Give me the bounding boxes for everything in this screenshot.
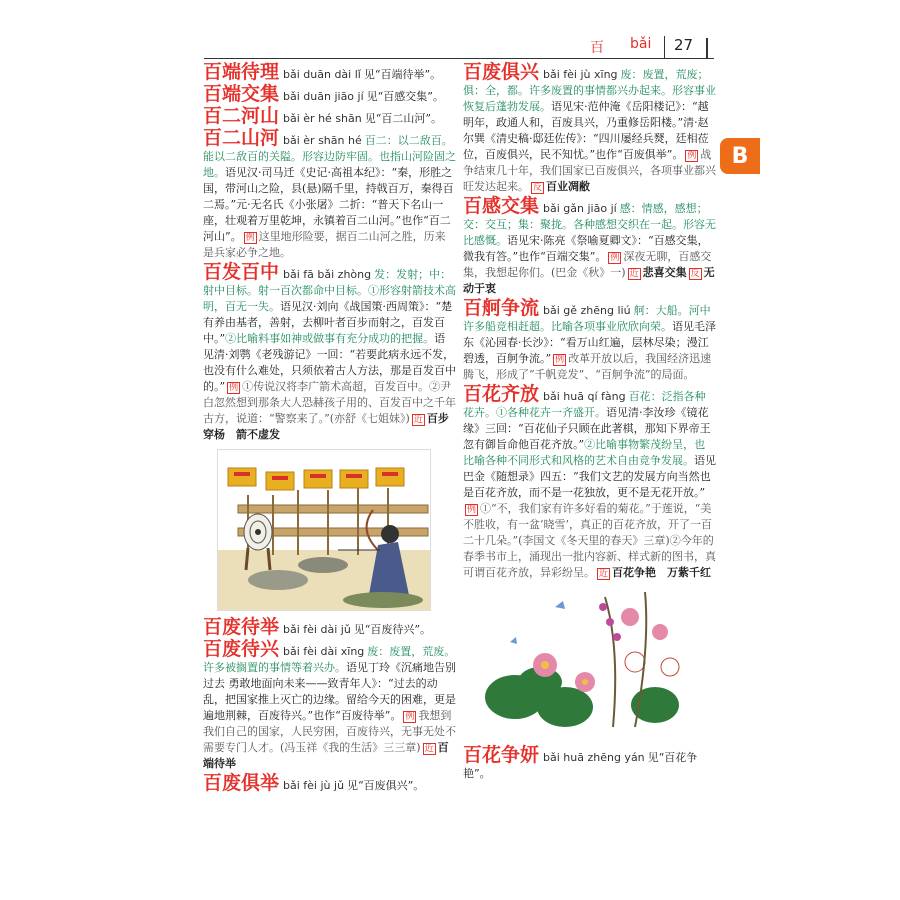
- headword: 百废待举: [203, 616, 280, 638]
- right-column: [463, 61, 716, 785]
- entry: [203, 127, 456, 261]
- definition-2: ②比喻事物繁茂纷呈，也比喻各种不同形式和风格的艺术自由竞争发展。: [463, 438, 706, 467]
- left-column: [203, 61, 456, 797]
- source-quote: 语见宋·范仲淹《岳阳楼记》：“越明年，政通人和，百废具兴，乃重修岳阳楼。”清·赵尔巽《清史稿·邸廷佐传》：“四川屡经兵燹，廷相莅位，百废俱兴，民不知忧。”也作“百废俱举”。: [463, 100, 709, 161]
- source-quote: 语见清·李汝珍《镜花缘》三回：“百花仙子只顾在此著棋，那知下界帝王忽有御旨命他百花齐放。”: [463, 406, 711, 451]
- example-tag: 例: [405, 712, 415, 722]
- example-text: 这里地形险要，据百二山河之胜，历来是兵家必争之地。: [203, 230, 446, 259]
- pinyin: bǎi fèi jù xīng: [543, 68, 618, 81]
- entry: [203, 83, 456, 105]
- pinyin: bǎi huā zhēng yán: [543, 751, 645, 764]
- cross-ref: 见“百端待举”。: [363, 68, 442, 81]
- definition-2: ②比喻料事如神或做事有充分成功的把握。: [225, 332, 435, 345]
- headword: 百舸争流: [463, 297, 540, 319]
- source-quote: 语见汉·司马迁《史记·高祖本纪》：“秦，形胜之国，带河山之险，县(悬)隔千里，持戟百万，秦得百二焉。”元·无名氏《小张屠》二折：“普天下名山一座，壮观着万里乾坤，永镇着百二山河。”也作“百二河山”。: [203, 166, 454, 243]
- definition: 废：废置，荒废；俱：全，都。许多废置的事情都兴办起来。形容事业恢复后蓬勃发展。: [463, 68, 716, 113]
- antonyms: 无动于衷: [463, 266, 715, 295]
- letter-tab[interactable]: B: [720, 138, 760, 174]
- example-text: 战争结束几十年，我们国家已百废俱兴，各项事业都兴旺发达起来。: [463, 148, 716, 193]
- example-tag: 例: [229, 383, 239, 393]
- cross-ref: 见“百废俱兴”。: [347, 779, 425, 792]
- source-quote: 语见丁玲《沉痛地告别过去 勇敢地面向未来——致青年人》：“过去的动乱，把国家推上灭亡的边缘。留给今天的困难，更是遍地荆棘，百废待兴。”也作“百废待举”。: [203, 661, 456, 722]
- example-tag: 例: [555, 355, 565, 365]
- headword: 百废俱举: [203, 772, 280, 794]
- header-hanzi: 百: [590, 40, 610, 56]
- example-text: 深夜无聊，百感交集，我想起你们。(巴金《秋》一): [463, 250, 712, 279]
- example-tag: 例: [245, 233, 255, 243]
- headword: 百二山河: [203, 127, 280, 149]
- pinyin: bǎi huā qí fàng: [543, 390, 626, 403]
- entry: [463, 195, 716, 297]
- pinyin: bǎi duān jiāo jí: [283, 90, 364, 103]
- pinyin: bǎi gǎn jiāo jí: [543, 202, 617, 215]
- entry: [203, 61, 456, 83]
- example-tag: 例: [610, 253, 620, 263]
- pinyin: bǎi fèi jù jǔ: [283, 779, 345, 792]
- pinyin: bǎi fèi dài jǔ: [283, 623, 351, 636]
- headword: 百感交集: [463, 195, 540, 217]
- example-tag: 例: [467, 505, 477, 515]
- headword: 百废俱兴: [463, 61, 540, 83]
- source-quote-2: 语见巴金《随想录》四五：“我们文艺的发展方向当然也是百花齐放，而不是一花独放，更不是无花开放。”: [463, 454, 716, 499]
- headword: 百端待理: [203, 61, 280, 83]
- antonym-tag: 反: [690, 269, 700, 279]
- cross-ref: 见“百废待兴”。: [353, 623, 432, 636]
- entry: [203, 105, 456, 127]
- entry: [203, 616, 456, 638]
- definition: 舸：大船。河中许多船竞相赶超。比喻各项事业欣欣向荣。: [463, 304, 711, 333]
- example-text: ①传说汉将李广箭术高超，百发百中。②尹白忽然想到那条大人恐赫孩子用的、百发百中之千年古方，说道：“警察来了。”(亦舒《七姐妹》): [203, 380, 456, 425]
- cross-ref: 见“百花争艳”。: [463, 751, 698, 780]
- definition: 百二：以二敌百。能以二敌百的关隘。形容边防牢固。也指山河险固之地。: [203, 134, 456, 179]
- synonyms: 百步穿杨 箭不虚发: [203, 412, 449, 441]
- source-quote: 语见毛泽东《沁园春·长沙》：“看万山红遍，层林尽染；漫江碧透，百舸争流。”: [463, 320, 716, 365]
- example-text: 我想到我们自己的国家，人民穷困，百废待兴，无事无处不需要专门人才。(冯玉祥《我的生活》三三章): [203, 709, 456, 754]
- pinyin: bǎi fèi dài xīng: [283, 645, 365, 658]
- synonyms: 悲喜交集: [642, 266, 687, 279]
- headword: 百二河山: [203, 105, 280, 127]
- synonym-tag: 近: [629, 269, 639, 279]
- synonym-tag: 近: [413, 415, 423, 425]
- header-rule: [204, 58, 714, 59]
- source-quote: 语见汉·刘向《战国策·西周策》：“楚有养由基者，善射，去柳叶者百步而射之，百发百中。”: [203, 300, 453, 345]
- synonym-tag: 近: [599, 569, 609, 579]
- cross-ref: 见“百感交集”。: [366, 90, 444, 103]
- cross-ref: 见“百二山河”。: [364, 112, 442, 125]
- source-quote-2: 语见清·刘鹗《老残游记》一回：“若要此病永远不发，也没有什么难处，只须依着古人方法，那是百发百中的。”: [203, 332, 456, 393]
- pinyin: bǎi gě zhēng liú: [543, 304, 631, 317]
- header-separator: [664, 36, 665, 58]
- header-tick: [706, 38, 708, 58]
- definition: 发：发射；中：射中目标。射一百次都命中目标。①形容射箭技术高明，百无一失。: [203, 268, 456, 313]
- headword: 百发百中: [203, 261, 280, 283]
- pinyin: bǎi èr hé shān: [283, 112, 362, 125]
- example-tag: 例: [687, 151, 697, 161]
- headword: 百废待兴: [203, 638, 280, 660]
- definition: 废：废置，荒废。许多被搁置的事情等着兴办。: [203, 645, 456, 674]
- headword: 百花齐放: [463, 383, 540, 405]
- entry: [203, 261, 456, 443]
- page-number: 27: [674, 36, 694, 54]
- entry: [463, 744, 716, 782]
- entry: [463, 383, 716, 581]
- antonyms: 百业凋敝: [546, 180, 591, 193]
- pinyin: bǎi duān dài lǐ: [283, 68, 361, 81]
- definition: 百花：泛指各种花卉。①各种花卉一齐盛开。: [463, 390, 706, 419]
- example-text: 改革开放以后，我国经济迅速腾飞，形成了“千帆竞发”、“百舸争流”的局面。: [463, 352, 712, 381]
- definition: 感：情感，感想；交：交互；集：聚拢。各种感想交织在一起。形容无比感慨。: [463, 202, 716, 247]
- flowers-illustration: [485, 587, 693, 737]
- entry: [463, 297, 716, 383]
- source-quote: 语见宋·陈亮《祭喻夏卿文》：“百感交集，微我有答。”也作“百端交集”。: [463, 234, 709, 263]
- example-text: ①“不，我们家有许多好看的菊花。”于莲说，“美不胜收，有一盆‘晓雪’，真正的百花齐放，开了一百二十几朵。”(李国文《冬天里的春天》三章)②今年的春季书市上，涌现出一批内容新、样式新的图书，真可谓百花齐放，异彩纷呈。: [463, 502, 716, 579]
- header-pinyin: bǎi: [630, 36, 652, 52]
- headword: 百端交集: [203, 83, 280, 105]
- pinyin: bǎi èr shān hé: [283, 134, 362, 147]
- antonym-tag: 反: [533, 183, 543, 193]
- synonym-tag: 近: [424, 744, 434, 754]
- entry: [463, 61, 716, 195]
- entry: [203, 772, 456, 794]
- entry: [203, 638, 456, 772]
- pinyin: bǎi fā bǎi zhòng: [283, 268, 372, 281]
- synonyms: 百端待举: [203, 741, 449, 770]
- archery-illustration: [217, 449, 431, 611]
- synonyms: 百花争艳 万紫千红: [612, 566, 712, 579]
- headword: 百花争妍: [463, 744, 540, 766]
